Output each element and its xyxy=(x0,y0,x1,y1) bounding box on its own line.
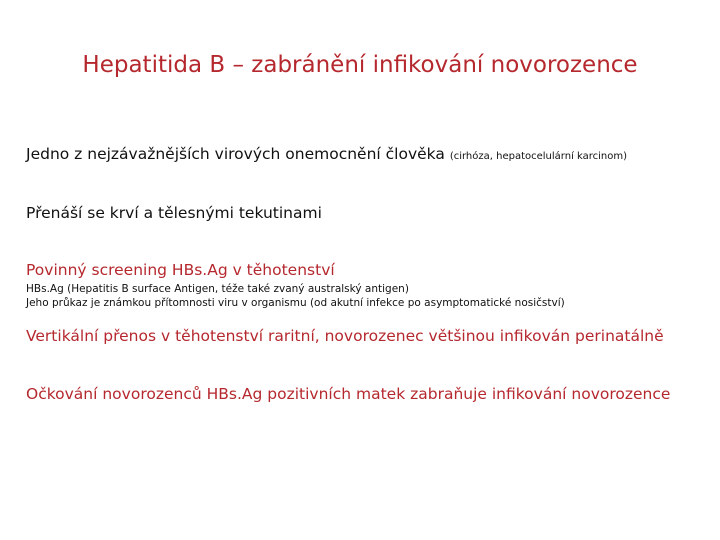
bullet-text: Jedno z nejzávažnějších virových onemocnění člověka xyxy=(26,145,450,163)
slide-title: Hepatitida B – zabránění infikování novorozence xyxy=(82,52,638,78)
bullet-screening-sub2: Jeho průkaz je známkou přítomnosti viru v organismu (od akutní infekce po asymptomatické nosičství) xyxy=(26,297,565,309)
bullet-vaccination: Očkování novorozenců HBs.Ag pozitivních matek zabraňuje infikování novorozence xyxy=(26,385,671,403)
bullet-virus-severity xyxy=(26,145,627,163)
bullet-screening-sub1: HBs.Ag (Hepatitis B surface Antigen, téže také zvaný australský antigen) xyxy=(26,283,409,295)
bullet-vertical-transmission: Vertikální přenos v těhotenství raritní, novorozenec většinou infikován perinatálně xyxy=(26,327,664,345)
bullet-transmission: Přenáší se krví a tělesnými tekutinami xyxy=(26,204,322,222)
bullet-note: (cirhóza, hepatocelulární karcinom) xyxy=(449,151,628,162)
bullet-screening: Povinný screening HBs.Ag v těhotenství xyxy=(26,261,335,279)
